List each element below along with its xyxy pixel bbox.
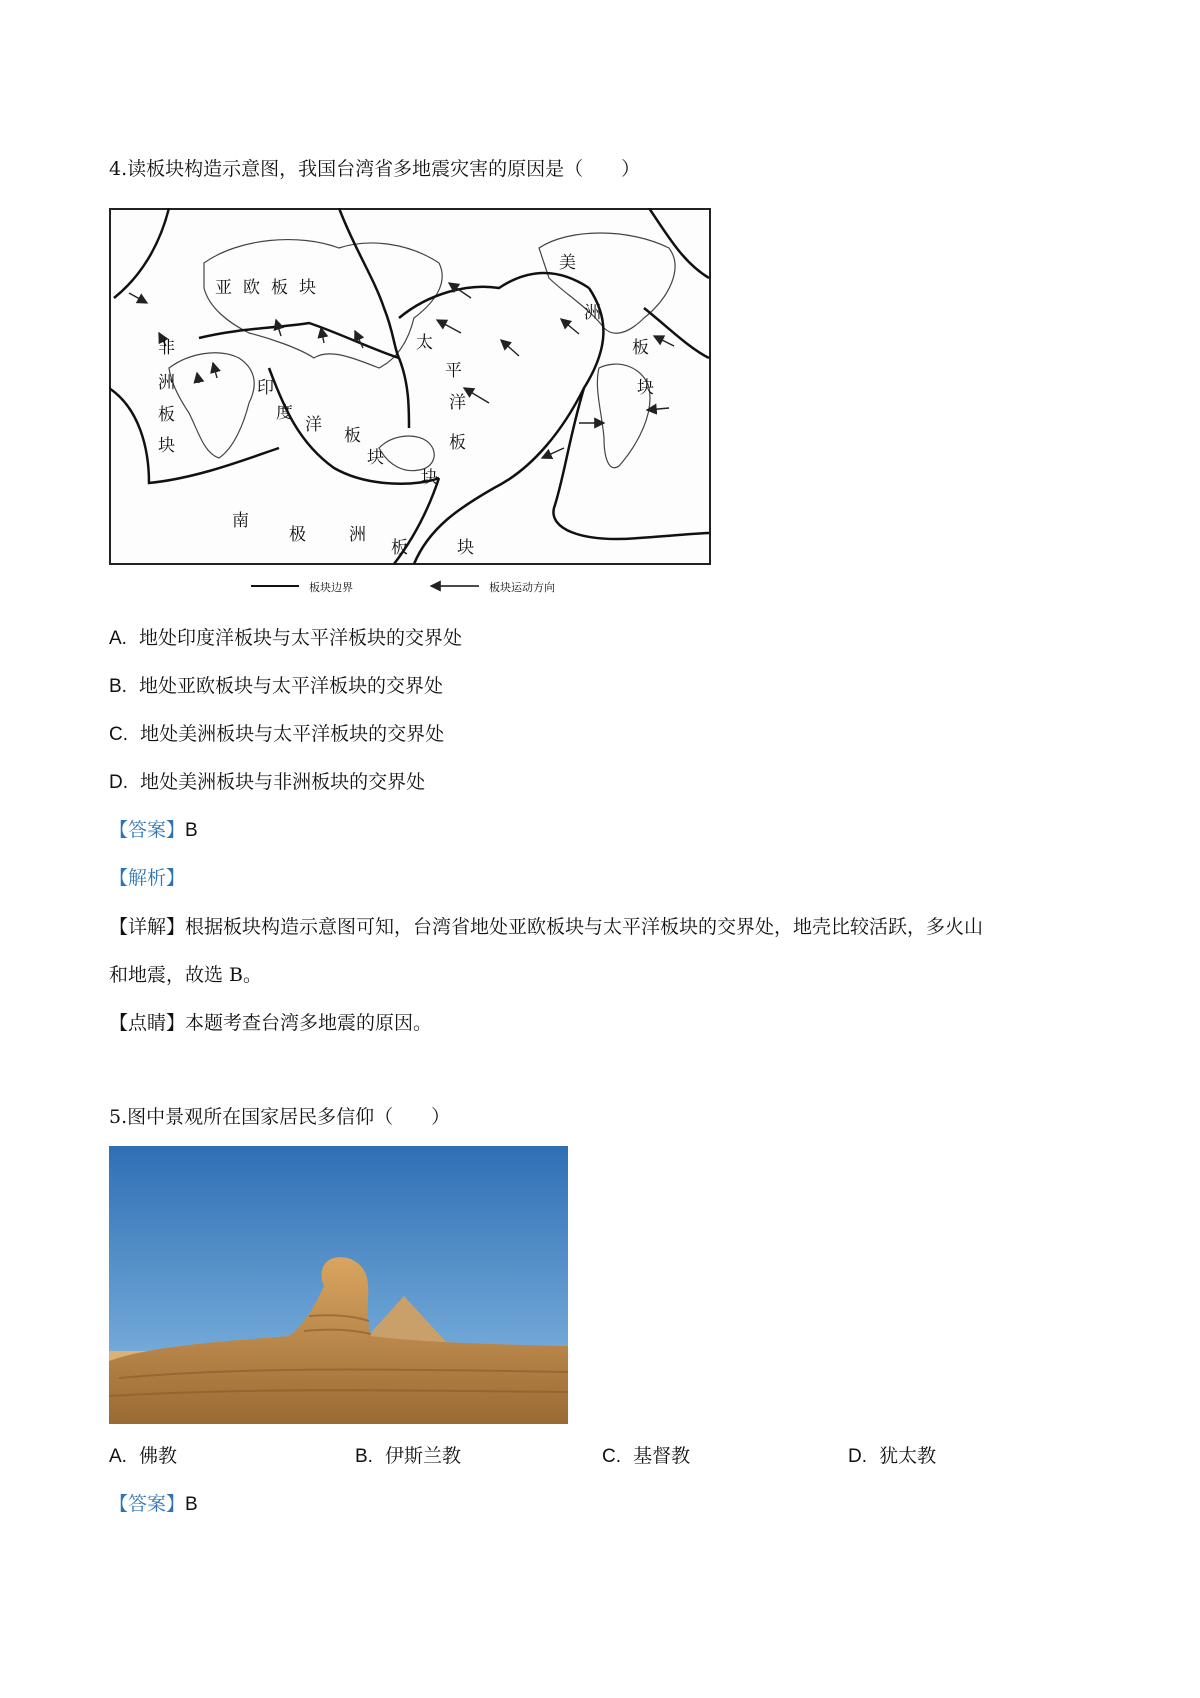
q4-analysis-label: 【解析】 bbox=[109, 867, 186, 889]
svg-text:极: 极 bbox=[289, 525, 306, 545]
q5-option-c: C. 基督教 bbox=[602, 1445, 691, 1467]
plate-label-eurasian: 亚 bbox=[215, 278, 232, 298]
plate-tectonics-map bbox=[109, 208, 714, 604]
svg-text:块: 块 bbox=[299, 278, 316, 298]
svg-text:板: 板 bbox=[271, 278, 288, 298]
svg-text:洲: 洲 bbox=[349, 525, 366, 545]
plate-label-indian: 印 bbox=[257, 378, 274, 398]
svg-text:板: 板 bbox=[391, 538, 408, 558]
q5-answer: 【答案】B bbox=[109, 1493, 198, 1515]
q5-stem: 5.图中景观所在国家居民多信仰（ ） bbox=[109, 1106, 451, 1128]
q4-option-d: D. 地处美洲板块与非洲板块的交界处 bbox=[109, 771, 426, 793]
map-frame bbox=[110, 209, 710, 564]
svg-text:洋: 洋 bbox=[449, 393, 466, 413]
q5-option-b: B. 伊斯兰教 bbox=[355, 1445, 462, 1467]
q4-stem: 4.读板块构造示意图，我国台湾省多地震灾害的原因是（ ） bbox=[109, 158, 641, 180]
svg-text:块: 块 bbox=[421, 468, 438, 488]
svg-text:块: 块 bbox=[367, 448, 384, 468]
svg-text:板: 板 bbox=[158, 405, 175, 425]
map-legend bbox=[251, 580, 555, 594]
q4-option-c: C. 地处美洲板块与太平洋板块的交界处 bbox=[109, 723, 445, 745]
svg-text:块: 块 bbox=[637, 378, 654, 398]
legend-boundary: 板块边界 bbox=[309, 581, 353, 594]
legend-direction: 板块运动方向 bbox=[489, 581, 555, 594]
q5-option-a: A. 佛教 bbox=[109, 1445, 178, 1467]
q4-option-a: A. 地处印度洋板块与太平洋板块的交界处 bbox=[109, 627, 463, 649]
svg-text:洲: 洲 bbox=[158, 373, 175, 393]
q5-option-d: D. 犹太教 bbox=[848, 1445, 937, 1467]
svg-text:欧: 欧 bbox=[243, 278, 260, 298]
q4-detail-line2: 和地震，故选 B。 bbox=[109, 964, 263, 986]
plate-label-american: 美 bbox=[559, 253, 576, 273]
svg-text:度: 度 bbox=[276, 403, 293, 423]
q4-answer: 【答案】B bbox=[109, 819, 198, 841]
svg-text:块: 块 bbox=[457, 538, 474, 558]
plate-label-pacific: 太 bbox=[416, 333, 433, 353]
plate-label-antarctic: 南 bbox=[232, 511, 249, 531]
q4-option-b: B. 地处亚欧板块与太平洋板块的交界处 bbox=[109, 675, 444, 697]
plate-label-african: 非 bbox=[158, 338, 175, 358]
svg-text:板: 板 bbox=[344, 426, 361, 446]
q4-detail-line1: 【详解】根据板块构造示意图可知，台湾省地处亚欧板块与太平洋板块的交界处，地壳比较活跃，多火山 bbox=[109, 916, 984, 938]
svg-text:块: 块 bbox=[158, 436, 175, 456]
svg-text:洋: 洋 bbox=[305, 415, 322, 435]
svg-text:板: 板 bbox=[449, 433, 466, 453]
svg-text:板: 板 bbox=[632, 338, 649, 358]
svg-text:洲: 洲 bbox=[584, 303, 601, 323]
svg-text:平: 平 bbox=[445, 361, 462, 381]
q4-comment: 【点睛】本题考查台湾多地震的原因。 bbox=[109, 1012, 433, 1034]
sphinx-photo bbox=[109, 1146, 568, 1428]
